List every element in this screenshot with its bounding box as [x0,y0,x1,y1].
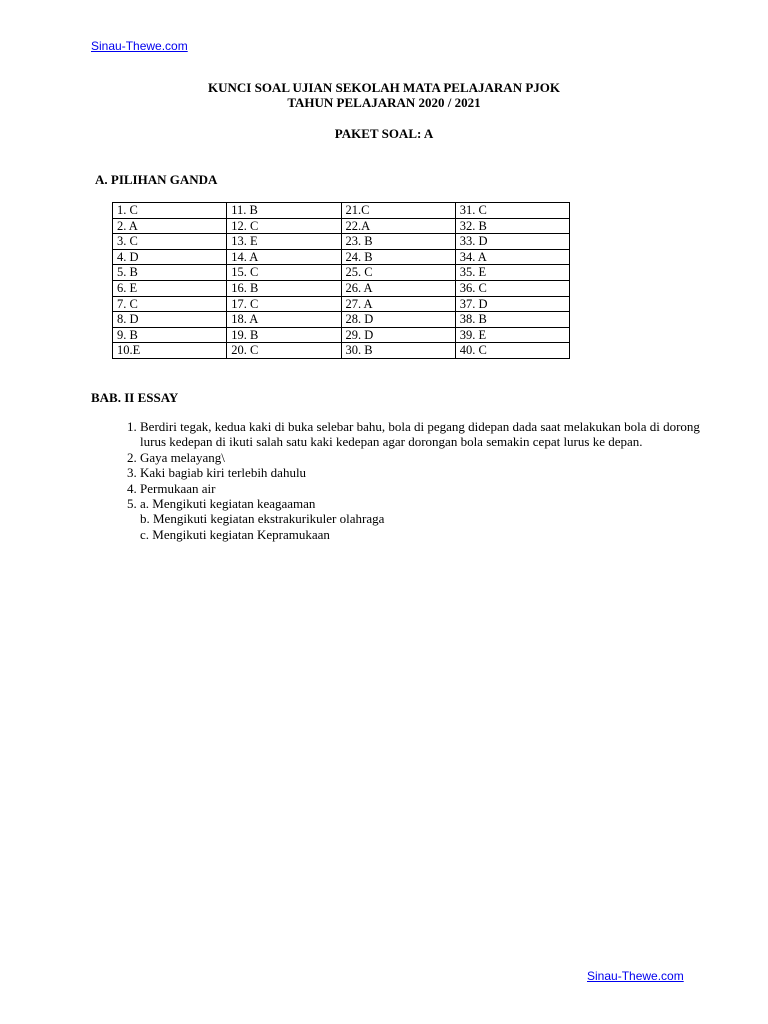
answer-cell: 3. C [113,234,227,250]
answer-cell: 2. A [113,218,227,234]
answer-cell: 1. C [113,203,227,219]
table-row [113,280,570,296]
section-a-heading: A. PILIHAN GANDA [95,172,218,187]
answer-cell: 30. B [341,343,455,359]
answer-cell: 6. E [113,280,227,296]
answer-cell: 29. D [341,327,455,343]
answer-cell: 21.C [341,203,455,219]
table-row [113,296,570,312]
answer-cell: 24. B [341,249,455,265]
answer-cell: 11. B [227,203,341,219]
essay-item: 4. Permukaan air [140,481,720,496]
essay-item: 3. Kaki bagiab kiri terlebih dahulu [140,465,720,480]
answer-cell: 37. D [455,296,569,312]
answer-cell: 18. A [227,312,341,328]
answer-cell: 13. E [227,234,341,250]
essay-sub-item: b. Mengikuti kegiatan ekstrakurikuler olahraga [140,511,385,527]
answer-cell: 7. C [113,296,227,312]
table-row [113,218,570,234]
answer-cell: 8. D [113,312,227,328]
answer-cell: 17. C [227,296,341,312]
answer-cell: 26. A [341,280,455,296]
document-subtitle-year: TAHUN PELAJARAN 2020 / 2021 [287,95,481,110]
essay-item: 2. Gaya melayang\ [140,450,720,465]
answer-cell: 31. C [455,203,569,219]
answer-cell: 20. C [227,343,341,359]
answer-cell: 10.E [113,343,227,359]
answer-cell: 14. A [227,249,341,265]
answer-cell: 35. E [455,265,569,281]
essay-answer-list [101,419,720,542]
footer-site-link[interactable]: Sinau-Thewe.com [587,969,684,983]
answer-cell: 23. B [341,234,455,250]
answer-cell: 33. D [455,234,569,250]
table-row [113,234,570,250]
table-row [113,203,570,219]
table-row [113,327,570,343]
document-title: KUNCI SOAL UJIAN SEKOLAH MATA PELAJARAN PJOK [208,80,560,95]
table-row [113,343,570,359]
table-row [113,249,570,265]
answer-cell: 25. C [341,265,455,281]
answer-cell: 9. B [113,327,227,343]
answer-cell: 36. C [455,280,569,296]
table-row [113,265,570,281]
answer-cell: 15. C [227,265,341,281]
table-row [113,312,570,328]
answer-cell: 5. B [113,265,227,281]
header-site-link[interactable]: Sinau-Thewe.com [91,39,188,53]
answer-cell: 19. B [227,327,341,343]
answer-cell: 39. E [455,327,569,343]
answer-cell: 34. A [455,249,569,265]
answer-cell: 4. D [113,249,227,265]
answer-cell: 32. B [455,218,569,234]
essay-item: 1. Berdiri tegak, kedua kaki di buka selebar bahu, bola di pegang didepan dada saat melakukan bola di dorong lurus kedepan di ikuti salah satu kaki kedepan agar dorongan bola semakin cepat lurus ke depan. [140,419,720,450]
answer-cell: 38. B [455,312,569,328]
answer-cell: 28. D [341,312,455,328]
essay-sub-item: 5. a. Mengikuti kegiatan keagaaman [140,496,316,512]
essay-item [140,496,720,542]
answer-key-table [112,202,570,359]
packet-label: PAKET SOAL: A [334,126,434,141]
essay-sub-item: c. Mengikuti kegiatan Kepramukaan [140,526,330,542]
answer-cell: 12. C [227,218,341,234]
answer-cell: 16. B [227,280,341,296]
answer-cell: 27. A [341,296,455,312]
answer-cell: 40. C [455,343,569,359]
answer-cell: 22.A [341,218,455,234]
section-b-heading: BAB. II ESSAY [91,390,179,405]
